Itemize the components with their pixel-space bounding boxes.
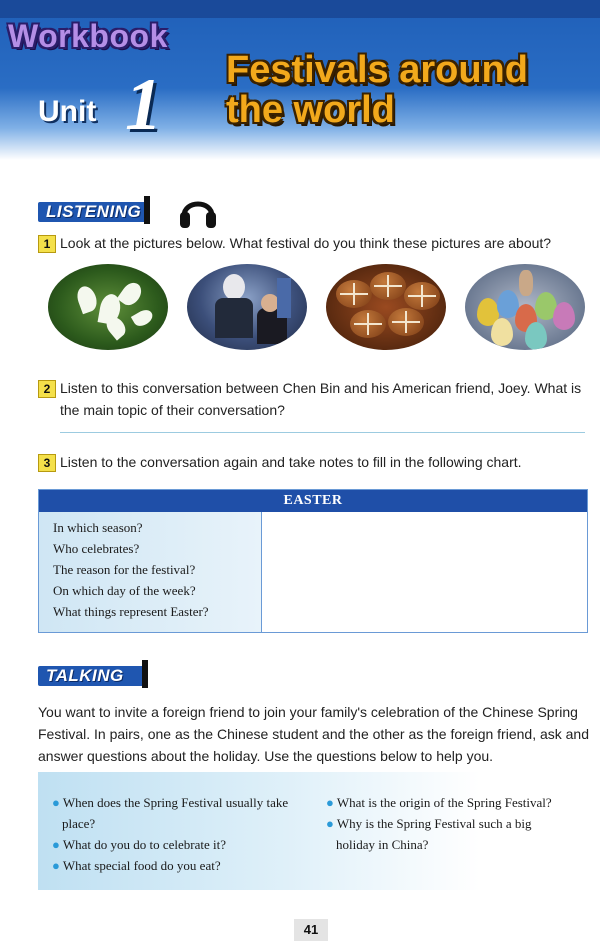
talking-questions-box [38, 772, 590, 890]
chart-row-who: Who celebrates? [53, 541, 140, 556]
talking-question-right-2-cont: holiday in China? [336, 837, 429, 852]
unit-title [226, 50, 528, 130]
talking-label-text: TALKING [46, 666, 124, 685]
talking-question-left-2: ● What do you do to celebrate it? [52, 837, 227, 852]
chart-row-things: What things represent Easter? [53, 604, 209, 619]
talking-line1: You want to invite a foreign friend to join your family's celebration of the Chinese Spring [38, 704, 578, 720]
unit-banner [0, 0, 600, 160]
easter-chart [38, 489, 588, 633]
unit-number: 1 [125, 64, 162, 146]
talking-question-right-2: ● Why is the Spring Festival such a big [326, 816, 532, 831]
chart-row-day: On which day of the week? [53, 583, 196, 598]
chart-row-season: In which season? [53, 520, 143, 535]
talking-line3: answer questions about the holiday. Use the questions below to help you. [38, 748, 494, 764]
question-3-text: Listen to the conversation again and take notes to fill in the following chart. [60, 454, 522, 470]
question-2-line2: the main topic of their conversation? [60, 402, 285, 418]
talking-line2: Festival. In pairs, one as the Chinese student and the other as the foreign friend, ask and [38, 726, 590, 742]
question-1-text: Look at the pictures below. What festival do you think these pictures are about? [60, 235, 552, 251]
easter-chart-questions [39, 512, 262, 632]
talking-question-left-3: ● What special food do you eat? [52, 858, 221, 873]
unit-label: Unit [38, 95, 97, 128]
talking-section-label [38, 660, 150, 688]
talking-question-right-1: ● What is the origin of the Spring Festival? [326, 795, 552, 810]
question-2-text [60, 377, 581, 421]
talking-instructions [38, 701, 590, 767]
easter-chart-header: EASTER [39, 490, 587, 512]
banner-top-band [0, 0, 600, 18]
unit-title-line2: the world [226, 89, 395, 131]
question-1-number: 1 [38, 235, 56, 253]
question-2-number: 2 [38, 380, 56, 398]
talking-question-left-1: ● When does the Spring Festival usually take [52, 795, 289, 810]
listening-label-text: LISTENING [46, 202, 142, 221]
unit-title-line1: Festivals around [226, 49, 528, 91]
listening-label-edge [144, 196, 150, 224]
parade-photo [187, 264, 307, 350]
hot-cross-buns-photo [326, 264, 446, 350]
lilies-photo [48, 264, 168, 350]
listening-section-label [38, 196, 150, 224]
page-number: 41 [294, 919, 328, 941]
chart-row-reason: The reason for the festival? [53, 562, 196, 577]
workbook-label: Workbook [8, 18, 168, 54]
talking-label-edge [142, 660, 148, 688]
headphones-icon [178, 192, 218, 230]
answer-line [60, 432, 585, 433]
question-3-number: 3 [38, 454, 56, 472]
question-2-line1: Listen to this conversation between Chen Bin and his American friend, Joey. What is [60, 380, 582, 396]
easter-eggs-photo [465, 264, 585, 350]
talking-question-left-1-cont: place? [62, 816, 96, 831]
